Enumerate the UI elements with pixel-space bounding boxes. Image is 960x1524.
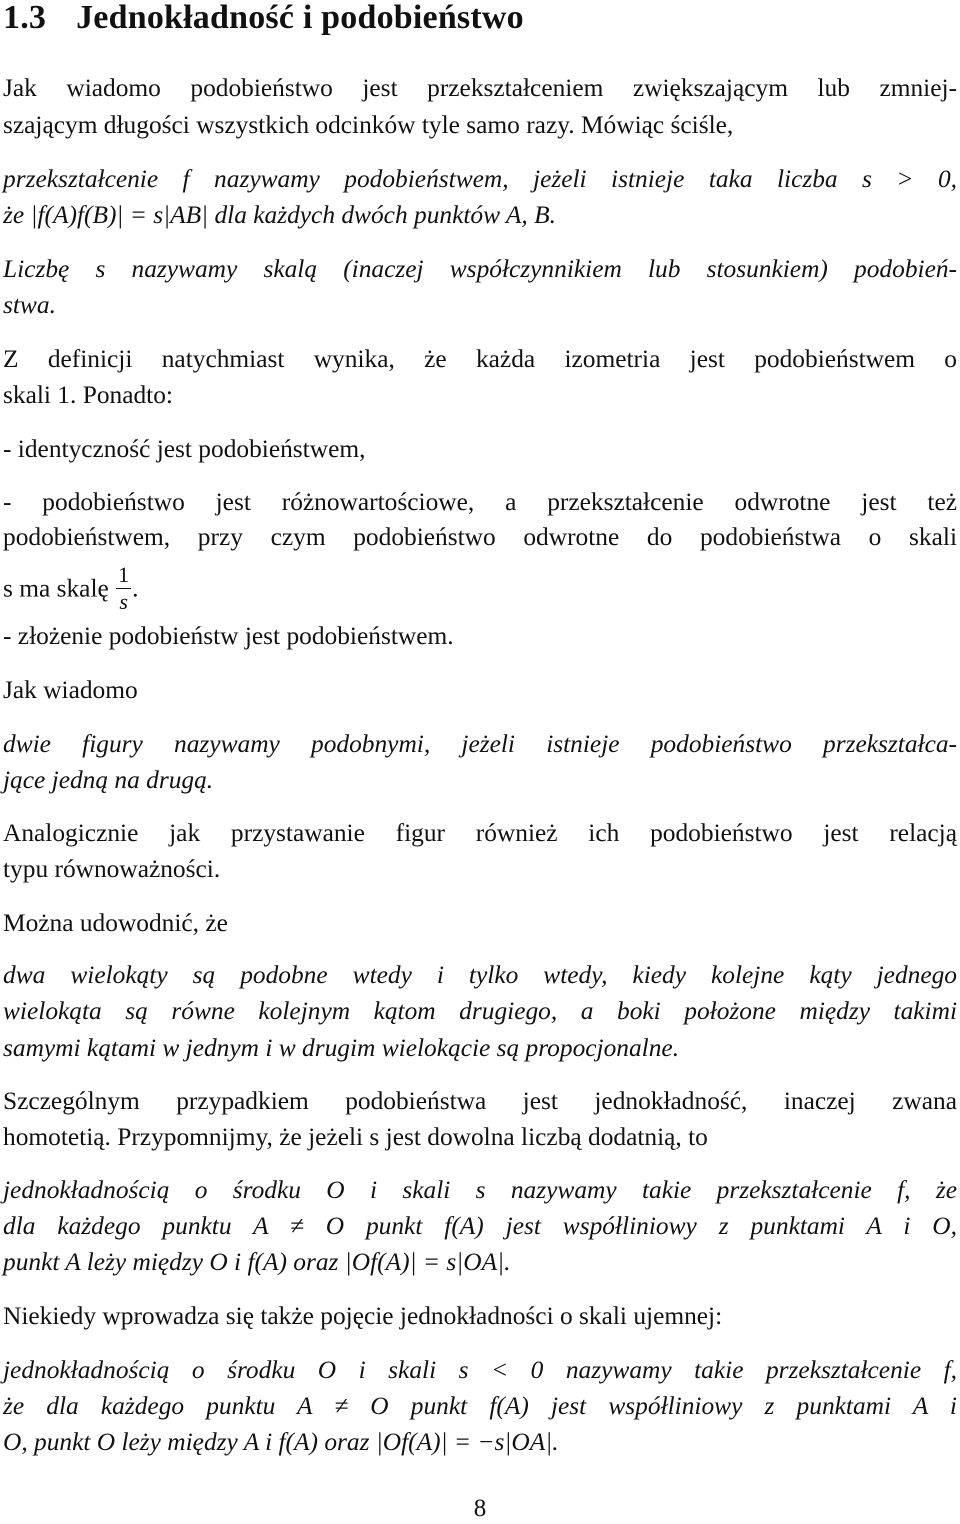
paragraph-line	[3, 562, 139, 615]
definition-line: O, punkt O leży między A i f(A) oraz |Of(A)| = −s|OA|.	[3, 1428, 559, 1456]
definition-line: dwie figury nazywamy podobnymi, jeżeli istnieje podobieństwo przekształca-	[3, 730, 957, 758]
definition-line: że |f(A)f(B)| = s|AB| dla każdych dwóch punktów A, B.	[3, 201, 556, 229]
fraction	[116, 564, 131, 613]
list-item: - podobieństwo jest różnowartościowe, a przekształcenie odwrotne jest też	[3, 488, 957, 516]
definition-line: stwa.	[3, 291, 56, 319]
section-number: 1.3	[3, 0, 47, 36]
paragraph-line: skali 1. Ponadto:	[3, 381, 173, 409]
paragraph-line: Z definicji natychmiast wynika, że każda izometria jest podobieństwem o	[3, 345, 957, 373]
paragraph-line: Jak wiadomo podobieństwo jest przekształceniem zwiększającym lub zmniej-	[3, 74, 957, 102]
definition-line: jednokładnością o środku O i skali s < 0 nazywamy takie przekształcenie f,	[3, 1356, 957, 1384]
paragraph-line: Można udowodnić, że	[3, 909, 228, 937]
definition-line: punkt A leży między O i f(A) oraz |Of(A)| = s|OA|.	[3, 1248, 511, 1276]
fraction-numerator: 1	[118, 562, 130, 587]
page-number: 8	[473, 1495, 487, 1522]
fraction-denominator: s	[119, 589, 128, 614]
paragraph-line: Jak wiadomo	[3, 676, 138, 704]
list-item: - identyczność jest podobieństwem,	[3, 435, 366, 463]
paragraph-line: Niekiedy wprowadza się także pojęcie jednokładności o skali ujemnej:	[3, 1302, 723, 1330]
paragraph-line: typu równoważności.	[3, 855, 221, 883]
paragraph-line: Analogicznie jak przystawanie figur również ich podobieństwo jest relacją	[3, 819, 957, 847]
definition-line: że dla każdego punktu A ≠ O punkt f(A) jest współliniowy z punktami A i	[3, 1392, 957, 1420]
scale-text: s ma skalę	[3, 574, 109, 603]
list-item: - złożenie podobieństw jest podobieństwem.	[3, 622, 454, 650]
theorem-line: dwa wielokąty są podobne wtedy i tylko wtedy, kiedy kolejne kąty jednego	[3, 961, 957, 989]
paragraph-line: szającym długości wszystkich odcinków tyle samo razy. Mówiąc ściśle,	[3, 111, 734, 139]
section-heading	[3, 0, 524, 38]
paragraph-line: homotetią. Przypomnijmy, że jeżeli s jest dowolna liczbą dodatnią, to	[3, 1123, 708, 1151]
theorem-line: samymi kątami w jednym i w drugim wielokącie są propocjonalne.	[3, 1034, 680, 1062]
section-title: Jednokładność i podobieństwo	[76, 0, 524, 36]
paragraph-line: podobieństwem, przy czym podobieństwo odwrotne do podobieństwa o skali	[3, 523, 957, 551]
definition-line: Liczbę s nazywamy skalą (inaczej współczynnikiem lub stosunkiem) podobień-	[3, 255, 957, 283]
theorem-line: wielokąta są równe kolejnym kątom drugiego, a boki położone między takimi	[3, 997, 957, 1025]
period: .	[132, 574, 139, 603]
definition-line: jące jedną na drugą.	[3, 766, 214, 794]
paragraph-line: Szczególnym przypadkiem podobieństwa jest jednokładność, inaczej zwana	[3, 1087, 957, 1115]
definition-line: dla każdego punktu A ≠ O punkt f(A) jest współliniowy z punktami A i O,	[3, 1212, 957, 1240]
definition-line: jednokładnością o środku O i skali s nazywamy takie przekształcenie f, że	[3, 1176, 957, 1204]
definition-line: przekształcenie f nazywamy podobieństwem, jeżeli istnieje taka liczba s > 0,	[3, 165, 957, 193]
